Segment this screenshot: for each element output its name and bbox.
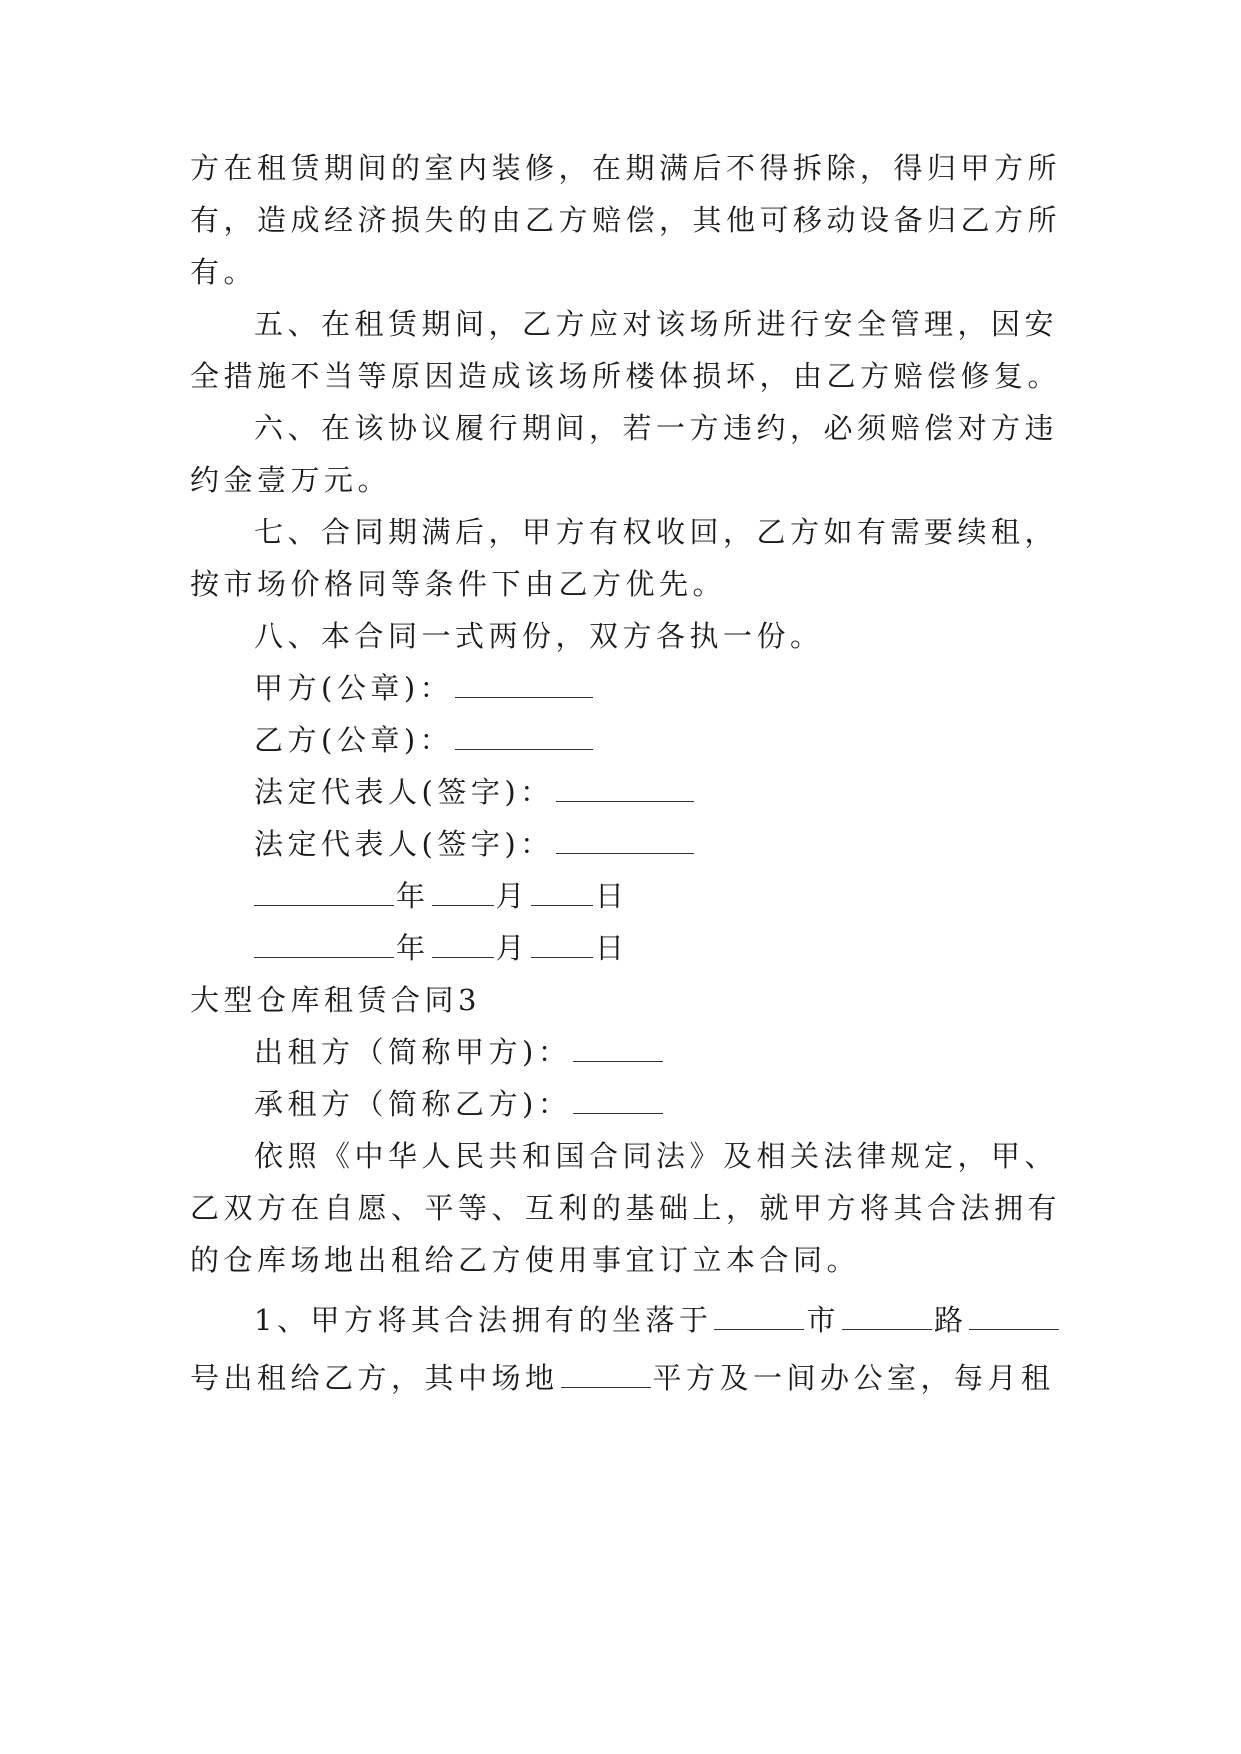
party-b-seal-label: 乙方(公章)： [254, 723, 454, 757]
party-b-seal-line [254, 720, 595, 760]
date-1-month-label: 月 [495, 879, 530, 913]
intro-line-3: 的仓库场地出租给乙方使用事宜订立本合同。 [190, 1243, 861, 1277]
date-2-month-blank[interactable] [432, 931, 494, 958]
lessee-label: 承租方（简称乙方)： [254, 1087, 572, 1121]
legal-rep-1-label: 法定代表人(签字)： [254, 775, 554, 809]
paragraph-line: 有。 [190, 255, 258, 289]
legal-rep-1-line [254, 772, 696, 812]
date-2-day-blank[interactable] [531, 931, 593, 958]
clause-1-text-b-post: 平方及一间办公室，每月租 [652, 1361, 1055, 1395]
date-1-year-blank[interactable] [254, 879, 394, 906]
clause-8: 八、本合同一式两份，双方各执一份。 [254, 619, 824, 653]
clause-1-text-b-pre: 号出租给乙方，其中场地 [190, 1361, 559, 1395]
road-blank[interactable] [842, 1303, 932, 1330]
lessee-line [254, 1084, 665, 1124]
city-blank[interactable] [714, 1303, 804, 1330]
clause-6-line-1: 六、在该协议履行期间，若一方违约，必须赔偿对方违 [254, 411, 1059, 445]
clause-1-line-2 [190, 1358, 1055, 1398]
paragraph-line: 方在租赁期间的室内装修，在期满后不得拆除，得归甲方所 [190, 151, 1062, 185]
clause-1-city-label: 市 [806, 1303, 840, 1337]
clause-6-line-2: 约金壹万元。 [190, 463, 392, 497]
date-2-month-label: 月 [495, 931, 530, 965]
date-2-line [254, 928, 629, 968]
legal-rep-1-blank[interactable] [556, 775, 694, 802]
party-a-seal-label: 甲方(公章)： [254, 671, 454, 705]
lessor-line [254, 1032, 665, 1072]
intro-line-1: 依照《中华人民共和国合同法》及相关法律规定，甲、 [254, 1139, 1059, 1173]
lessor-label: 出租方（简称甲方)： [254, 1035, 572, 1069]
lessor-blank[interactable] [573, 1035, 663, 1062]
clause-5-line-1: 五、在租赁期间，乙方应对该场所进行安全管理，因安 [254, 307, 1059, 341]
legal-rep-2-label: 法定代表人(签字)： [254, 827, 554, 861]
date-1-day-blank[interactable] [531, 879, 593, 906]
date-1-day-label: 日 [595, 879, 629, 913]
clause-7-line-2: 按市场价格同等条件下由乙方优先。 [190, 567, 727, 601]
clause-7-line-1: 七、合同期满后，甲方有权收回，乙方如有需要续租， [254, 515, 1059, 549]
clause-1-line-1 [254, 1300, 1061, 1340]
legal-rep-2-line [254, 824, 696, 864]
paragraph-line: 有，造成经济损失的由乙方赔偿，其他可移动设备归乙方所 [190, 203, 1062, 237]
date-1-year-label: 年 [396, 879, 430, 913]
intro-line-2: 乙双方在自愿、平等、互利的基础上，就甲方将其合法拥有 [190, 1191, 1062, 1225]
party-a-seal-blank[interactable] [455, 671, 593, 698]
clause-1-text-a: 1、甲方将其合法拥有的坐落于 [254, 1303, 713, 1337]
legal-rep-2-blank[interactable] [556, 827, 694, 854]
date-2-year-label: 年 [396, 931, 430, 965]
number-blank[interactable] [969, 1303, 1059, 1330]
clause-1-road-label: 路 [933, 1303, 968, 1337]
date-2-day-label: 日 [595, 931, 629, 965]
date-2-year-blank[interactable] [254, 931, 394, 958]
contract-3-title: 大型仓库租赁合同3 [190, 983, 481, 1017]
date-1-line [254, 876, 629, 916]
party-a-seal-line [254, 668, 595, 708]
party-b-seal-blank[interactable] [455, 723, 593, 750]
date-1-month-blank[interactable] [432, 879, 494, 906]
clause-5-line-2: 全措施不当等原因造成该场所楼体损坏，由乙方赔偿修复。 [190, 359, 1062, 393]
lessee-blank[interactable] [573, 1087, 663, 1114]
area-blank[interactable] [561, 1361, 651, 1388]
